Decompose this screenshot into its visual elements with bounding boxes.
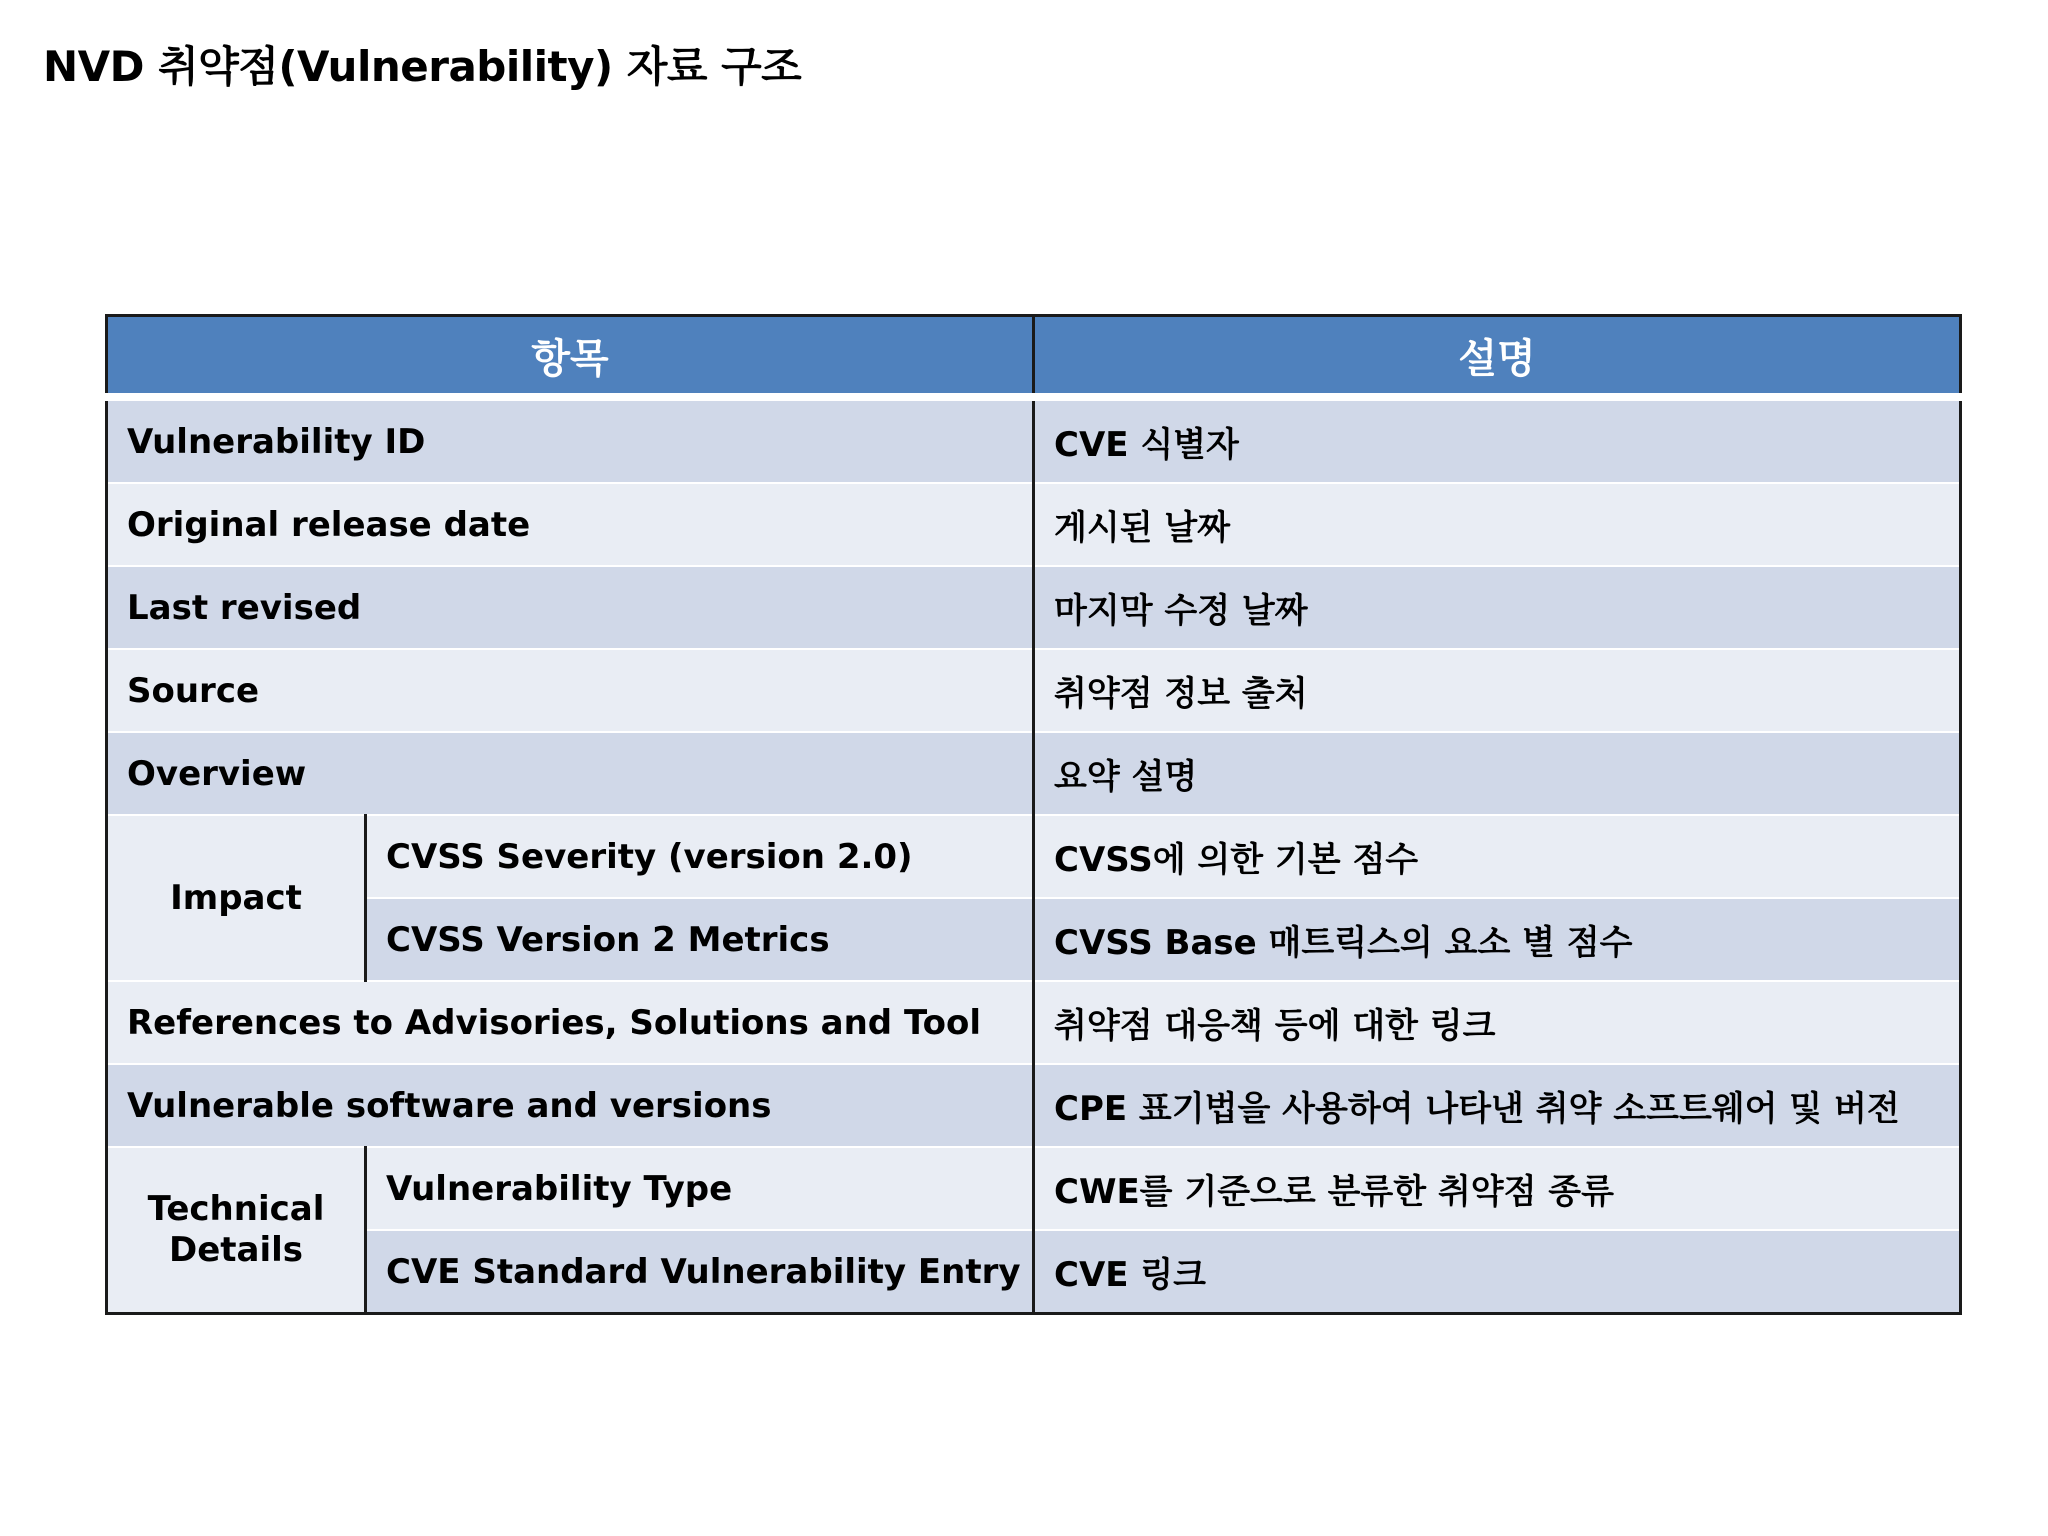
nvd-structure-table <box>105 314 1962 1315</box>
table-row <box>107 1230 1961 1314</box>
table-row <box>107 981 1961 1064</box>
description-cell: 요약 설명 <box>1034 732 1961 815</box>
table-row <box>107 732 1961 815</box>
description-cell: CVE 식별자 <box>1034 397 1961 483</box>
description-cell: CVSS Base 매트릭스의 요소 별 점수 <box>1034 898 1961 981</box>
description-cell: 취약점 대응책 등에 대한 링크 <box>1034 981 1961 1064</box>
description-cell: CWE를 기준으로 분류한 취약점 종류 <box>1034 1147 1961 1230</box>
table-row <box>107 566 1961 649</box>
column-header-item: 항목 <box>107 316 1034 398</box>
column-header-description: 설명 <box>1034 316 1961 398</box>
item-cell: CVSS Severity (version 2.0) <box>366 815 1034 898</box>
item-cell: CVSS Version 2 Metrics <box>366 898 1034 981</box>
table-row <box>107 649 1961 732</box>
page-title: NVD 취약점(Vulnerability) 자료 구조 <box>43 42 802 91</box>
item-cell: Last revised <box>107 566 1034 649</box>
table-row <box>107 397 1961 483</box>
table-row <box>107 483 1961 566</box>
table-row <box>107 1147 1961 1230</box>
description-cell: 취약점 정보 출처 <box>1034 649 1961 732</box>
description-cell: CPE 표기법을 사용하여 나타낸 취약 소프트웨어 및 버전 <box>1034 1064 1961 1147</box>
group-label-impact: Impact <box>107 815 366 981</box>
item-cell: References to Advisories, Solutions and Tool <box>107 981 1034 1064</box>
description-cell: CVE 링크 <box>1034 1230 1961 1314</box>
table-header-row <box>107 316 1961 398</box>
table-row <box>107 1064 1961 1147</box>
item-cell: Source <box>107 649 1034 732</box>
item-cell: Vulnerability ID <box>107 397 1034 483</box>
item-cell: Overview <box>107 732 1034 815</box>
table-row <box>107 815 1961 898</box>
item-cell: Vulnerable software and versions <box>107 1064 1034 1147</box>
group-label-technical-details: Technical Details <box>107 1147 366 1314</box>
table-row <box>107 898 1961 981</box>
description-cell: CVSS에 의한 기본 점수 <box>1034 815 1961 898</box>
description-cell: 게시된 날짜 <box>1034 483 1961 566</box>
item-cell: Vulnerability Type <box>366 1147 1034 1230</box>
description-cell: 마지막 수정 날짜 <box>1034 566 1961 649</box>
item-cell: Original release date <box>107 483 1034 566</box>
item-cell: CVE Standard Vulnerability Entry <box>366 1230 1034 1314</box>
